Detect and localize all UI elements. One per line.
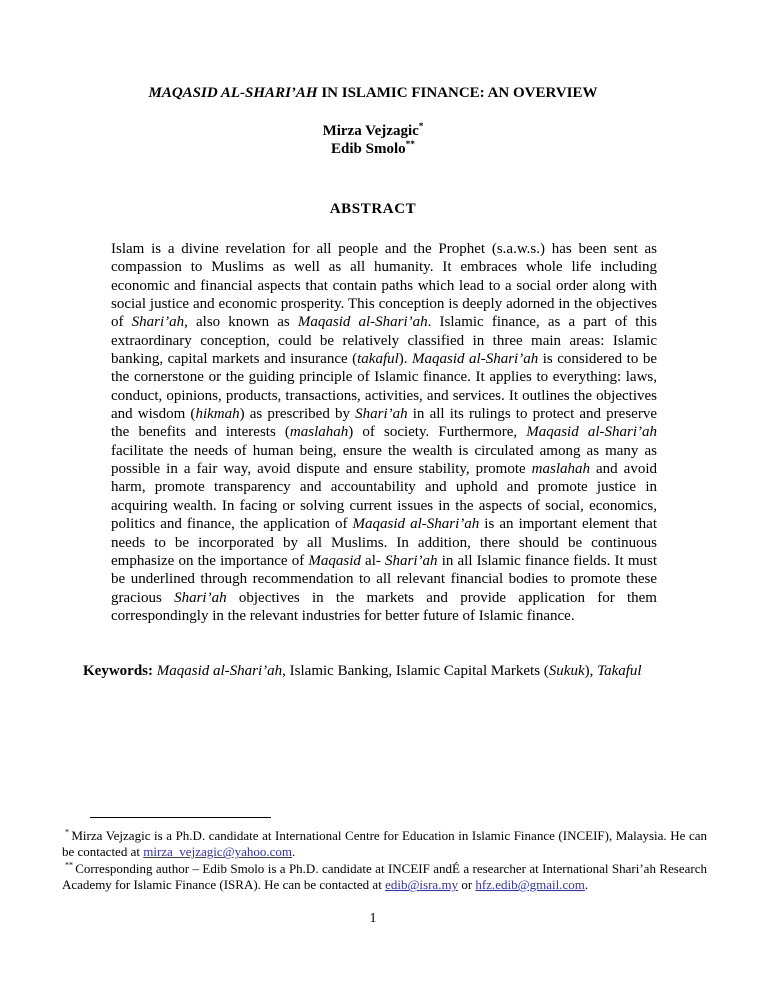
text-run: al-	[360, 552, 386, 569]
footnote-block	[62, 827, 711, 894]
text-run: *	[65, 827, 72, 837]
text-run: ).	[398, 351, 413, 368]
text-run: MAQASID AL-SHARI’AH	[148, 85, 318, 101]
text-run: in all its rulings to protect and preserve the benefits and interests (	[111, 406, 661, 441]
paper-title	[0, 84, 746, 102]
footnote	[62, 827, 711, 861]
text-run: takaful	[357, 351, 399, 368]
text-run: ),	[584, 663, 598, 679]
text-run: or	[458, 877, 476, 893]
text-run: Mirza Vejzagic is a Ph.D. candidate at International Centre for Education in Islamic Finance (INCEIF), Malaysia. He can be contacted at	[62, 828, 711, 860]
text-run: Maqasid al-Shari’ah	[297, 314, 428, 331]
author-name: Edib Smolo	[331, 141, 406, 158]
text-run: in all Islamic finance fields. It must be underlined through recommendation to all relevant financial bodies to promote these gracious	[111, 552, 661, 606]
text-run: Keywords:	[83, 663, 157, 679]
author-footnote-marker: **	[405, 140, 415, 151]
text-run: Takaful	[597, 663, 642, 679]
text-run: , Islamic Banking, Islamic Capital Markets (	[282, 663, 549, 679]
footnote-separator	[90, 817, 271, 818]
abstract-paragraph	[111, 240, 661, 625]
text-run: .	[292, 844, 296, 860]
text-run: **	[65, 860, 76, 870]
text-run: Islam is a divine revelation for all people and the Prophet (s.a.w.s.) has been sent as compassion to Muslims as well as all humanity. It embraces whole life including economic and financial aspects that contain paths which lead to a social order along with social justice and economic prosperity. This conception is deeply adorned in the objectives of	[111, 241, 661, 331]
text-run: and avoid harm, promote transparency and accountability and uphold and promote justice in acquiring wealth. In facing or solving current issues in the aspects of social, economics, politics and finance, the application of	[111, 461, 661, 533]
text-run: .	[584, 877, 589, 893]
text-run: is considered to be the cornerstone or the guiding principle of Islamic finance. It applies to everything: laws, conduct, opinions, products, transactions, activities, and services. It outlines the objectives and wisdom (	[111, 351, 661, 423]
author-footnote-marker: *	[418, 122, 424, 132]
text-run: . Islamic finance, as a part of this extraordinary conception, could be relatively classified in three main areas: Islamic banking, capital markets and insurance (	[111, 314, 661, 368]
keywords-line	[83, 662, 706, 680]
text-run: Maqasid	[308, 552, 361, 569]
text-run: Shari’ah	[355, 406, 408, 423]
text-run: objectives in the markets and provide application for them correspondingly in the relevant industries for better future of Islamic finance.	[111, 589, 661, 624]
text-run: , also known as	[184, 314, 298, 331]
text-run: Maqasid al-Shari’ah	[156, 663, 283, 679]
text-run: maslahah	[289, 424, 349, 441]
author-name: Mirza Vejzagic	[322, 123, 419, 139]
text-run: IN ISLAMIC FINANCE: AN OVERVIEW	[317, 85, 598, 101]
text-run: hikmah	[195, 406, 240, 423]
text-run: Maqasid al-Shari’ah	[412, 351, 539, 368]
text-run: maslahah	[531, 461, 591, 478]
text-run: ) as prescribed by	[239, 406, 356, 423]
footnote	[62, 860, 710, 894]
text-run: Sukuk	[548, 663, 585, 679]
author-line	[0, 140, 746, 158]
text-run: facilitate the needs of human being, ensure the wealth is circulated among as many as possible in a fair way, avoid dispute and ensure stability, promote	[111, 424, 661, 478]
abstract-heading: ABSTRACT	[329, 201, 417, 217]
email-link[interactable]: hfz.edib@gmail.com	[475, 877, 585, 893]
text-run: Shari’ah	[385, 552, 438, 569]
email-link[interactable]: edib@isra.my	[385, 877, 459, 893]
text-run: Shari’ah	[131, 314, 185, 331]
text-run: Corresponding author – Edib Smolo is a Ph.D. candidate at INCEIF andÉ a researcher at International Shari’ah Research Academy for Islamic Finance (ISRA). He can be contacted at	[62, 860, 710, 893]
text-run: ) of society. Furthermore,	[348, 424, 527, 441]
email-link[interactable]: mirza_vejzagic@yahoo.com	[143, 844, 292, 860]
author-line	[0, 122, 746, 140]
text-run: Maqasid al-Shari’ah	[352, 516, 480, 533]
text-run: Maqasid al-Shari’ah	[526, 424, 657, 441]
author-block	[0, 122, 746, 159]
page-number: 1	[369, 910, 377, 925]
text-run: is an important element that needs to be incorporated by all Muslims. In addition, there should be continuous emphasize on the importance of	[111, 516, 661, 569]
text-run: Shari’ah	[174, 589, 227, 606]
